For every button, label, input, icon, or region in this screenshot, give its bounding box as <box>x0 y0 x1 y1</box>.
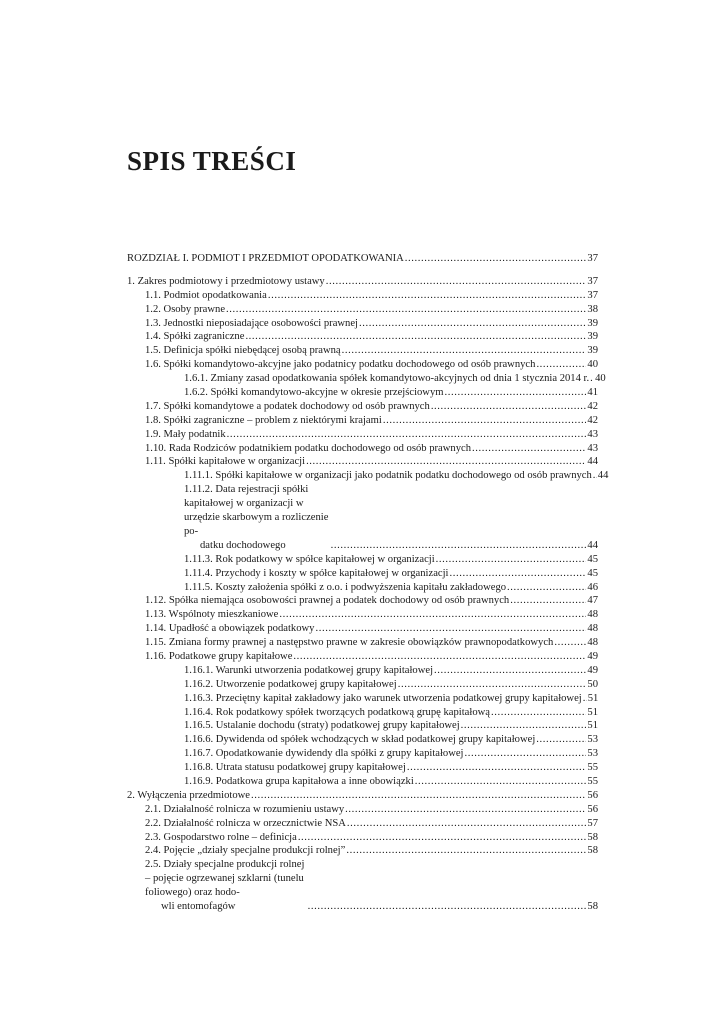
toc-leader-dots <box>398 678 587 692</box>
toc-entry-page: 56 <box>587 789 598 801</box>
toc-leader-dots <box>345 803 586 817</box>
toc-entry[interactable] <box>127 803 598 817</box>
toc-entry-title-continuation: wli entomofagów <box>161 901 236 913</box>
toc-leader-dots <box>226 303 586 317</box>
toc-entry[interactable] <box>127 831 598 845</box>
toc-leader-dots <box>308 900 587 914</box>
toc-leader-dots <box>383 414 587 428</box>
toc-leader-dots <box>298 831 587 845</box>
toc-entry-page: 51 <box>587 706 598 718</box>
toc-entry[interactable] <box>127 706 598 720</box>
toc-entry-page: 46 <box>587 581 598 593</box>
toc-leader-dots <box>507 581 586 595</box>
toc-leader-dots <box>431 400 587 414</box>
toc-entry-page: 48 <box>587 609 598 621</box>
toc-leader-dots <box>407 761 587 775</box>
toc-entry-page: 40 <box>595 373 606 385</box>
toc-entry-page: 38 <box>587 303 598 315</box>
toc-entry-title: 1.11.5. Koszty założenia spółki z o.o. i podwyższenia kapitału zakładowego <box>184 581 507 593</box>
toc-entry[interactable] <box>127 844 598 858</box>
toc-entry[interactable] <box>127 775 598 789</box>
toc-entry[interactable] <box>127 608 598 622</box>
toc-leader-dots <box>434 664 586 678</box>
toc-leader-dots <box>536 733 586 747</box>
toc-entry[interactable] <box>127 358 598 372</box>
toc-entry[interactable] <box>127 761 598 775</box>
toc-entry-title: 1.6.1. Zmiany zasad opodatkowania spółek komandytowo-akcyjnych od dnia 1 stycznia 2014 r. <box>184 373 590 385</box>
table-of-contents <box>127 252 609 914</box>
toc-entry-page: 44 <box>597 470 609 482</box>
toc-leader-dots <box>583 692 587 706</box>
toc-entry[interactable] <box>127 636 598 650</box>
toc-entry-title: 1.11.1. Spółki kapitałowe w organizacji jako podatnik podatku dochodowego od osób prawnych <box>184 470 592 482</box>
toc-leader-dots <box>359 317 586 331</box>
toc-entry[interactable] <box>127 622 598 636</box>
toc-entry-title: 1.16.4. Rok podatkowy spółek tworzących podatkową grupę kapitałową <box>184 706 490 718</box>
toc-entry-page: 51 <box>587 692 599 704</box>
toc-leader-dots <box>450 567 587 581</box>
toc-leader-dots <box>536 358 586 372</box>
toc-leader-dots <box>326 275 587 289</box>
toc-entry[interactable] <box>127 428 598 442</box>
toc-leader-dots <box>491 706 586 720</box>
toc-entry[interactable] <box>127 719 598 733</box>
toc-entry-page: 53 <box>587 734 598 746</box>
toc-entry-page: 58 <box>587 845 598 857</box>
toc-entry-title: 1.2. Osoby prawne <box>145 303 226 315</box>
toc-leader-dots <box>293 650 586 664</box>
page-title: SPIS TREŚCI <box>127 146 297 176</box>
toc-entry-title: 1.16. Podatkowe grupy kapitałowe <box>145 651 293 662</box>
toc-entry-title: 1.16.5. Ustalanie dochodu (straty) podatkowej grupy kapitałowej <box>184 720 460 732</box>
toc-entry-page: 44 <box>587 456 598 468</box>
toc-entry-title: 2.4. Pojęcie „działy specjalne produkcji rolnej” <box>145 845 346 857</box>
toc-entry-page: 43 <box>587 442 598 454</box>
toc-leader-dots <box>461 719 587 733</box>
toc-entry-page: 49 <box>587 651 598 662</box>
toc-leader-dots <box>306 455 586 469</box>
toc-entry-page: 53 <box>587 748 598 760</box>
toc-entry-title: 1.1. Podmiot opodatkowania <box>145 289 267 301</box>
toc-entry-page: 37 <box>587 289 598 301</box>
toc-leader-dots <box>554 636 586 650</box>
toc-entry-page: 50 <box>587 678 598 690</box>
toc-entry-title: 1.13. Wspólnoty mieszkaniowe <box>145 609 279 621</box>
toc-leader-dots <box>405 252 587 266</box>
toc-entry-title: 2.3. Gospodarstwo rolne – definicja <box>145 831 297 843</box>
toc-entry-page: 39 <box>587 331 598 343</box>
toc-entry-title: 1.12. Spółka niemająca osobowości prawnej a podatek dochodowy od osób prawnych <box>145 595 510 607</box>
toc-leader-dots <box>346 844 586 858</box>
toc-entry-page: 45 <box>587 567 598 579</box>
toc-chapter-entry[interactable] <box>127 252 598 266</box>
toc-entry-page: 58 <box>587 831 598 843</box>
toc-entry-page: 39 <box>587 345 598 357</box>
toc-entry-title: 1.8. Spółki zagraniczne – problem z niektórymi krajami <box>145 414 382 426</box>
toc-entry-page: 51 <box>587 720 598 732</box>
toc-entry-title: 1.10. Rada Rodziców podatnikiem podatku dochodowego od osób prawnych <box>145 442 471 454</box>
toc-entry-title: 1. Zakres podmiotowy i przedmiotowy ustawy <box>127 275 325 287</box>
toc-entry[interactable] <box>127 747 598 761</box>
toc-entry-title: 1.6. Spółki komandytowo-akcyjne jako podatnicy podatku dochodowego od osób prawnych <box>145 359 536 371</box>
toc-entry-list <box>127 275 609 914</box>
toc-leader-dots <box>251 789 586 803</box>
toc-leader-dots <box>510 594 586 608</box>
toc-entry-page: 43 <box>587 428 598 440</box>
toc-entry[interactable] <box>127 817 598 831</box>
toc-entry-title: 1.16.1. Warunki utworzenia podatkowej grupy kapitałowej <box>184 664 434 676</box>
toc-entry-title: 1.4. Spółki zagraniczne <box>145 331 245 343</box>
toc-entry-title: 1.16.2. Utworzenie podatkowej grupy kapitałowej <box>184 678 397 690</box>
toc-entry-title: 1.11.4. Przychody i koszty w spółce kapitałowej w organizacji <box>184 567 449 579</box>
toc-entry-title: 1.16.9. Podatkowa grupa kapitałowa a inne obowiązki <box>184 776 414 788</box>
toc-entry-page: 56 <box>587 803 598 815</box>
toc-leader-dots <box>227 428 587 442</box>
toc-entry-title: 2.2. Działalność rolnicza w orzecznictwie NSA <box>145 817 346 829</box>
toc-entry[interactable] <box>127 330 598 344</box>
toc-entry-title: 1.11.3. Rok podatkowy w spółce kapitałowej w organizacji <box>184 553 435 565</box>
toc-entry-page: 45 <box>587 553 598 565</box>
toc-entry[interactable] <box>127 664 598 678</box>
toc-entry[interactable] <box>127 289 598 303</box>
toc-leader-dots <box>331 539 587 553</box>
toc-leader-dots <box>465 747 587 761</box>
toc-leader-dots <box>590 372 594 386</box>
toc-entry-page: 57 <box>587 817 598 829</box>
toc-entry-title: 1.11. Spółki kapitałowe w organizacji <box>145 456 306 468</box>
toc-entry-title: 1.16.6. Dywidenda od spółek wchodzących w skład podatkowej grupy kapitałowej <box>184 734 536 746</box>
toc-entry[interactable] <box>127 317 598 331</box>
toc-entry[interactable] <box>127 678 598 692</box>
toc-entry-title: 1.5. Definicja spółki niebędącej osobą prawną <box>145 345 341 357</box>
toc-entry[interactable] <box>127 400 598 414</box>
toc-leader-dots <box>279 608 586 622</box>
toc-entry[interactable] <box>127 789 598 803</box>
toc-entry-title: 1.16.7. Opodatkowanie dywidendy dla spółki z grupy kapitałowej <box>184 748 464 760</box>
toc-entry-text-block <box>145 858 307 914</box>
toc-entry[interactable] <box>127 414 598 428</box>
toc-leader-dots <box>472 442 586 456</box>
toc-leader-dots <box>445 386 587 400</box>
toc-entry[interactable] <box>127 275 598 289</box>
toc-leader-dots <box>342 344 587 358</box>
toc-entry-title: 2.1. Działalność rolnicza w rozumieniu ustawy <box>145 803 345 815</box>
toc-entry-page: 41 <box>587 387 598 398</box>
toc-entry[interactable] <box>127 303 598 317</box>
toc-leader-dots <box>268 289 587 303</box>
toc-entry-title: 1.9. Mały podatnik <box>145 428 226 440</box>
toc-entry-text-block <box>184 483 330 553</box>
toc-entry-title: 1.15. Zmiana formy prawnej a następstwo prawne w zakresie obowiązków prawnopodatkowych <box>145 637 554 649</box>
toc-entry[interactable] <box>127 581 598 595</box>
toc-entry-page: 58 <box>587 901 598 913</box>
toc-leader-dots <box>245 330 586 344</box>
toc-leader-dots <box>347 817 586 831</box>
toc-leader-dots <box>315 622 586 636</box>
toc-entry[interactable] <box>127 858 598 914</box>
toc-entry[interactable] <box>127 692 598 706</box>
toc-entry-page: 55 <box>587 762 598 774</box>
toc-entry[interactable] <box>127 483 598 553</box>
toc-leader-dots <box>415 775 587 789</box>
toc-entry-title: 1.14. Upadłość a obowiązek podatkowy <box>145 623 315 635</box>
toc-entry-title: 2. Wyłączenia przedmiotowe <box>127 789 251 801</box>
toc-entry-page: 40 <box>587 359 598 371</box>
toc-entry-page: 42 <box>587 400 598 412</box>
toc-entry[interactable] <box>127 733 598 747</box>
toc-entry-page: 37 <box>587 275 598 287</box>
toc-entry-title: 2.5. Działy specjalne produkcji rolnej – pojęcie ogrzewanej szklarni (tunelu foliowego) oraz hodo- <box>145 859 305 899</box>
toc-entry-page: 49 <box>587 664 598 676</box>
toc-entry[interactable] <box>127 455 598 469</box>
toc-entry-page: 39 <box>587 317 598 329</box>
toc-entry[interactable] <box>127 372 606 386</box>
toc-entry[interactable] <box>127 469 609 483</box>
toc-entry-title: 1.3. Jednostki nieposiadające osobowości prawnej <box>145 317 359 329</box>
toc-entry[interactable] <box>127 344 598 358</box>
toc-entry[interactable] <box>127 594 598 608</box>
toc-entry-title: 1.16.8. Utrata statusu podatkowej grupy kapitałowej <box>184 762 406 774</box>
toc-entry-page: 48 <box>587 637 598 649</box>
toc-entry-title: 1.11.2. Data rejestracji spółki kapitałowej w organizacji w urzędzie skarbowym a rozliczenie po- <box>184 484 329 537</box>
toc-leader-dots <box>593 469 597 483</box>
toc-entry-title: 1.6.2. Spółki komandytowo-akcyjne w okresie przejściowym <box>184 387 444 398</box>
toc-entry[interactable] <box>127 386 598 400</box>
toc-entry-title: 1.7. Spółki komandytowe a podatek dochodowy od osób prawnych <box>145 400 430 412</box>
toc-entry-page: 55 <box>587 776 598 788</box>
toc-entry[interactable] <box>127 442 598 456</box>
toc-chapter-page: 37 <box>587 252 598 264</box>
toc-entry[interactable] <box>127 567 598 581</box>
toc-leader-dots <box>436 553 587 567</box>
toc-entry-page: 42 <box>587 414 598 426</box>
toc-entry-title: 1.16.3. Przeciętny kapitał zakładowy jako warunek utworzenia podatkowej grupy kapitałowej <box>184 692 582 704</box>
toc-entry-page: 44 <box>587 539 598 551</box>
toc-chapter-label: ROZDZIAŁ I. PODMIOT I PRZEDMIOT OPODATKOWANIA <box>127 252 404 264</box>
toc-entry-page: 47 <box>587 595 598 607</box>
toc-entry-title-continuation: datku dochodowego <box>200 539 286 551</box>
toc-entry[interactable] <box>127 650 598 664</box>
toc-entry[interactable] <box>127 553 598 567</box>
toc-entry-page: 48 <box>587 623 598 635</box>
